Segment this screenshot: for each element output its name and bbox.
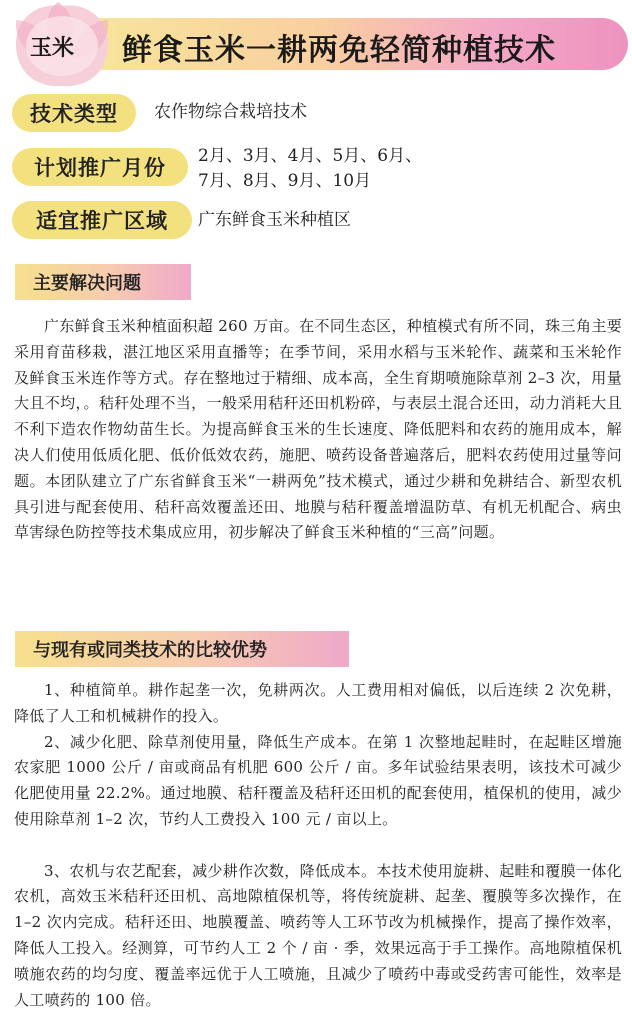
problem-paragraph: 广东鲜食玉米种植面积超 260 万亩。在不同生态区，种植模式有所不同，珠三角主要采用育苗移栽，湛江地区采用直播等；在季节间，采用水稻与玉米轮作、蔬菜和玉米轮作及鲜食玉米连作等方式。存在整地过于精细、成本高，全生育期喷施除草剂 2–3 次，用量大且不均，。秸秆处理不当，一般采用秸秆还田机粉碎，与表层土混合还田，动力消耗大且不利下造农作物幼苗生长。为提高鲜食玉米的生长速度、降低肥料和农药的施用成本，解决人们使用低质化肥、低价低效农药，施肥、喷药设备普遍落后，肥料农药使用过量等问题。本团队建立了广东省鲜食玉米“一耕两免”技术模式，通过少耕和免耕结合、新型农机具引进与配套使用、秸秆高效覆盖还田、地膜与秸秆覆盖增温防草、有机无机配合、病虫草害绿色防控等技术集成应用，初步解决了鲜食玉米种植的“三高”问题。 bbox=[14, 317, 622, 542]
advantage-paragraph-3: 3、农机与农艺配套，减少耕作次数，降低成本。本技术使用旋耕、起畦和覆膜一体化农机，高效玉米秸秆还田机、高地隙植保机等，将传统旋耕、起垄、覆膜等多次操作，在 1–2 次内完成。秸秆还田、地膜覆盖、喷药等人工环节改为机械操作，提高了操作效率，降低人工投入。经测算，可节约人工 2 个 / 亩 · 季，效果远高于手工操作。高地隙植保机喷施农药的均匀度、覆盖率远优于人工喷施，且减少了喷药中毒或受药害可能性，效率是人工喷药的 100 倍。 bbox=[14, 861, 622, 1009]
info-value-tech-type: 农作物综合栽培技术 bbox=[154, 102, 307, 122]
info-label-tech-type: 技术类型 bbox=[12, 94, 136, 132]
info-label-region: 适宜推广区域 bbox=[12, 201, 192, 239]
info-value-months-line1: 2月、3月、4月、5月、6月、 bbox=[198, 146, 423, 166]
category-badge: 玉米 bbox=[30, 36, 75, 61]
section-heading-problems: 主要解决问题 bbox=[15, 264, 191, 300]
advantage-paragraph-1: 1、种植简单。耕作起垄一次，免耕两次。人工费用相对偏低，以后连续 2 次免耕，降低了人工和机械耕作的投入。 bbox=[14, 681, 622, 725]
info-value-region: 广东鲜食玉米种植区 bbox=[198, 210, 351, 230]
header bbox=[0, 0, 632, 92]
page-title: 鲜食玉米一耕两免轻简种植技术 bbox=[122, 33, 556, 68]
info-value-months-line2: 7月、8月、9月、10月 bbox=[198, 171, 372, 191]
info-label-months: 计划推广月份 bbox=[12, 148, 188, 186]
section-heading-advantages: 与现有或同类技术的比较优势 bbox=[15, 631, 349, 667]
advantage-paragraph-2: 2、减少化肥、除草剂使用量，降低生产成本。在第 1 次整地起畦时，在起畦区增施农家肥 1000 公斤 / 亩或商品有机肥 600 公斤 / 亩。多年试验结果表明，该技术可减少化肥使用量 22.2%。通过地膜、秸秆覆盖及秸秆还田机的配套使用，植保机的使用，减少使用除草剂 1–2 次，节约人工费投入 100 元 / 亩以上。 bbox=[14, 732, 622, 828]
